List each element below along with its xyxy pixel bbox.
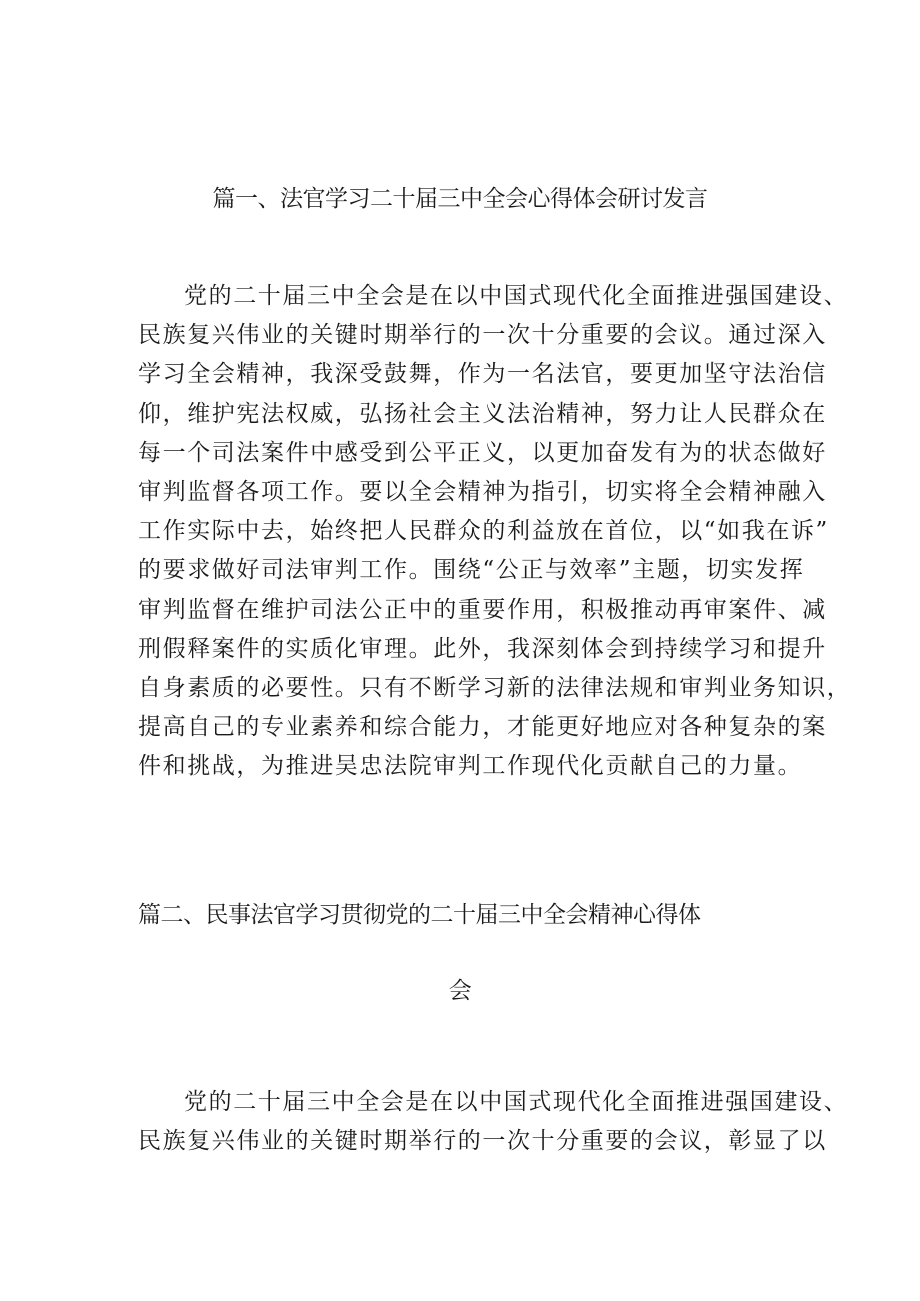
paragraph-line: 自身素质的必要性。只有不断学习新的法律法规和审判业务知识， <box>138 674 852 701</box>
paragraph-line: 每一个司法案件中感受到公平正义，以更加奋发有为的状态做好 <box>138 439 827 466</box>
paragraph-line: 民族复兴伟业的关键时期举行的一次十分重要的会议。通过深入 <box>138 322 827 349</box>
paragraph-line: 党的二十届三中全会是在以中国式现代化全面推进强国建设、 <box>184 1089 849 1115</box>
paragraph-line: 工作实际中去，始终把人民群众的利益放在首位，以“如我在诉” <box>138 518 829 545</box>
paragraph-line: 学习全会精神，我深受鼓舞，作为一名法官，要更加坚守法治信 <box>138 361 827 388</box>
paragraph-line: 的要求做好司法审判工作。围绕“公正与效率”主题，切实发挥 <box>138 557 805 584</box>
section-2-body <box>138 1083 848 1161</box>
paragraph-line: 仰，维护宪法权威，弘扬社会主义法治精神，努力让人民群众在 <box>138 400 827 427</box>
paragraph-line: 件和挑战，为推进吴忠法院审判工作现代化贡献自己的力量。 <box>138 753 803 780</box>
section-2-title-continuation: 会 <box>448 978 472 1004</box>
paragraph-line: 审判监督在维护司法公正中的重要作用，积极推动再审案件、减 <box>138 596 827 623</box>
paragraph-line: 刑假释案件的实质化审理。此外，我深刻体会到持续学习和提升 <box>138 635 827 662</box>
section-1-body <box>138 277 851 786</box>
paragraph-line: 民族复兴伟业的关键时期举行的一次十分重要的会议，彰显了以 <box>138 1128 827 1155</box>
paragraph-line: 审判监督各项工作。要以全会精神为指引，切实将全会精神融入 <box>138 478 827 505</box>
paragraph-line: 提高自己的专业素养和综合能力，才能更好地应对各种复杂的案 <box>138 714 827 741</box>
paragraph-line: 党的二十届三中全会是在以中国式现代化全面推进强国建设、 <box>184 283 849 309</box>
section-1-title: 篇一、法官学习二十届三中全会心得体会研讨发言 <box>212 186 708 212</box>
section-2-title: 篇二、民事法官学习贯彻党的二十届三中全会精神心得体 <box>138 902 701 928</box>
